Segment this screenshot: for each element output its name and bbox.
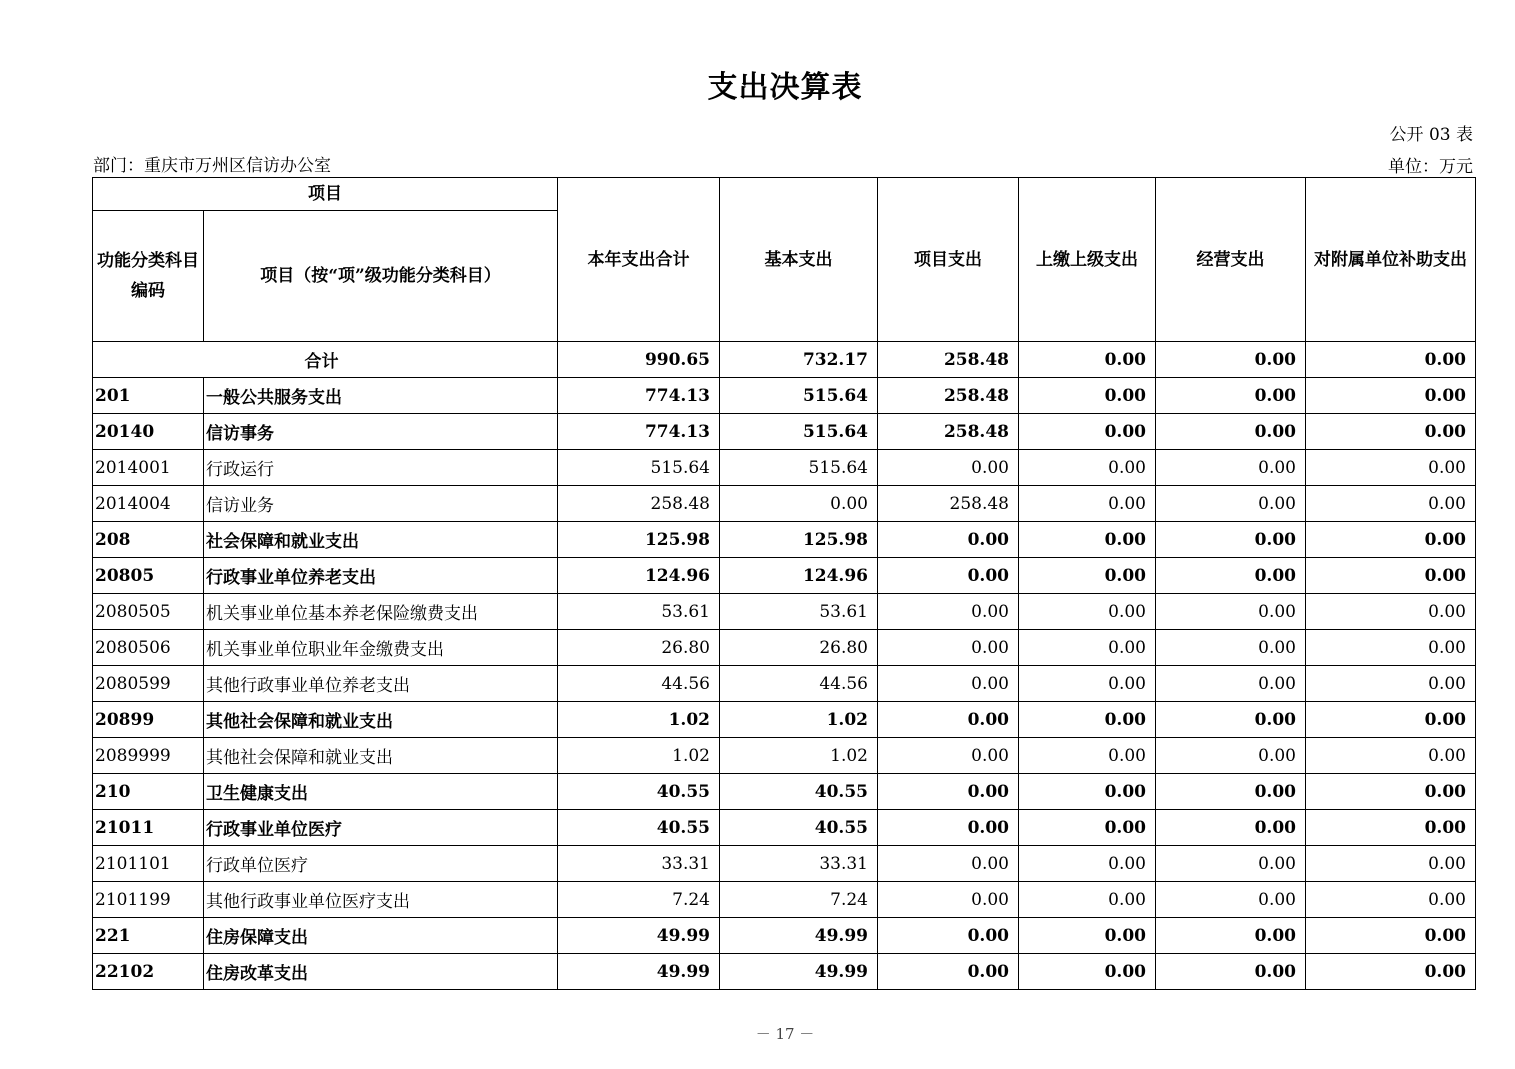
row-value: 0.00 xyxy=(1019,846,1156,882)
row-value: 0.00 xyxy=(1019,486,1156,522)
row-value: 0.00 xyxy=(878,558,1019,594)
row-name: 行政单位医疗 xyxy=(204,846,558,882)
form-number: 公开 03 表 xyxy=(1389,125,1473,145)
total-row xyxy=(93,342,1476,378)
row-value: 0.00 xyxy=(1156,774,1306,810)
row-name: 机关事业单位基本养老保险缴费支出 xyxy=(204,594,558,630)
row-value: 33.31 xyxy=(720,846,878,882)
expenditure-table xyxy=(92,177,1476,990)
total-label: 合计 xyxy=(93,342,558,378)
row-code: 21011 xyxy=(93,810,204,846)
row-value: 0.00 xyxy=(1306,702,1476,738)
row-code: 2101199 xyxy=(93,882,204,918)
row-value: 0.00 xyxy=(1019,702,1156,738)
total-cell: 258.48 xyxy=(878,342,1019,378)
row-value: 33.31 xyxy=(558,846,720,882)
row-code: 2080505 xyxy=(93,594,204,630)
table-row xyxy=(93,378,1476,414)
row-value: 0.00 xyxy=(878,738,1019,774)
row-name: 机关事业单位职业年金缴费支出 xyxy=(204,630,558,666)
row-code: 20140 xyxy=(93,414,204,450)
row-code: 20899 xyxy=(93,702,204,738)
header-project: 项目 xyxy=(93,178,558,211)
row-value: 1.02 xyxy=(720,702,878,738)
row-value: 0.00 xyxy=(878,918,1019,954)
row-value: 0.00 xyxy=(1156,450,1306,486)
row-value: 0.00 xyxy=(1019,882,1156,918)
row-value: 515.64 xyxy=(720,450,878,486)
total-cell: 0.00 xyxy=(1019,342,1156,378)
header-subsidy: 对附属单位补助支出 xyxy=(1306,178,1476,342)
row-value: 0.00 xyxy=(1019,522,1156,558)
header-basic: 基本支出 xyxy=(720,178,878,342)
row-value: 0.00 xyxy=(878,450,1019,486)
row-value: 0.00 xyxy=(1019,378,1156,414)
table-row xyxy=(93,486,1476,522)
row-value: 0.00 xyxy=(1306,774,1476,810)
row-name: 行政事业单位医疗 xyxy=(204,810,558,846)
table-row xyxy=(93,738,1476,774)
row-value: 0.00 xyxy=(1019,666,1156,702)
row-value: 49.99 xyxy=(720,918,878,954)
row-value: 515.64 xyxy=(720,414,878,450)
total-cell: 732.17 xyxy=(720,342,878,378)
row-value: 0.00 xyxy=(878,702,1019,738)
row-value: 0.00 xyxy=(1306,486,1476,522)
row-value: 124.96 xyxy=(720,558,878,594)
row-value: 0.00 xyxy=(1019,630,1156,666)
table-row xyxy=(93,774,1476,810)
row-value: 0.00 xyxy=(1306,666,1476,702)
total-cell: 990.65 xyxy=(558,342,720,378)
table-row xyxy=(93,450,1476,486)
row-code: 2101101 xyxy=(93,846,204,882)
row-value: 53.61 xyxy=(558,594,720,630)
row-value: 7.24 xyxy=(558,882,720,918)
row-name: 其他行政事业单位医疗支出 xyxy=(204,882,558,918)
row-value: 258.48 xyxy=(878,486,1019,522)
table-row xyxy=(93,666,1476,702)
row-value: 0.00 xyxy=(1156,486,1306,522)
row-code: 208 xyxy=(93,522,204,558)
row-value: 0.00 xyxy=(1306,594,1476,630)
row-name: 其他行政事业单位养老支出 xyxy=(204,666,558,702)
row-code: 2080599 xyxy=(93,666,204,702)
row-value: 0.00 xyxy=(1156,522,1306,558)
row-value: 0.00 xyxy=(1306,810,1476,846)
page-number: － 17 － xyxy=(755,1025,815,1043)
row-value: 49.99 xyxy=(558,918,720,954)
row-value: 53.61 xyxy=(720,594,878,630)
row-name: 社会保障和就业支出 xyxy=(204,522,558,558)
table-row xyxy=(93,558,1476,594)
row-value: 0.00 xyxy=(1156,810,1306,846)
row-value: 0.00 xyxy=(1306,414,1476,450)
row-value: 125.98 xyxy=(558,522,720,558)
row-value: 0.00 xyxy=(1019,414,1156,450)
row-value: 0.00 xyxy=(1156,702,1306,738)
row-value: 0.00 xyxy=(878,666,1019,702)
row-value: 40.55 xyxy=(720,774,878,810)
row-value: 49.99 xyxy=(558,954,720,990)
row-name: 卫生健康支出 xyxy=(204,774,558,810)
row-value: 0.00 xyxy=(1019,738,1156,774)
row-value: 0.00 xyxy=(1156,666,1306,702)
row-value: 0.00 xyxy=(1156,954,1306,990)
row-value: 0.00 xyxy=(1306,450,1476,486)
row-name: 住房改革支出 xyxy=(204,954,558,990)
total-cell: 0.00 xyxy=(1156,342,1306,378)
row-value: 258.48 xyxy=(558,486,720,522)
row-value: 515.64 xyxy=(558,450,720,486)
row-value: 40.55 xyxy=(558,774,720,810)
header-code: 功能分类科目编码 xyxy=(93,211,204,342)
row-value: 0.00 xyxy=(1306,882,1476,918)
row-value: 0.00 xyxy=(1019,594,1156,630)
row-value: 40.55 xyxy=(558,810,720,846)
row-code: 221 xyxy=(93,918,204,954)
row-name: 一般公共服务支出 xyxy=(204,378,558,414)
department-label: 部门：重庆市万州区信访办公室 xyxy=(93,156,331,176)
header-project-expenditure: 项目支出 xyxy=(878,178,1019,342)
row-value: 0.00 xyxy=(1306,558,1476,594)
row-value: 258.48 xyxy=(878,378,1019,414)
table-row xyxy=(93,954,1476,990)
row-value: 1.02 xyxy=(720,738,878,774)
row-value: 0.00 xyxy=(720,486,878,522)
row-value: 0.00 xyxy=(1156,738,1306,774)
row-value: 26.80 xyxy=(720,630,878,666)
row-value: 124.96 xyxy=(558,558,720,594)
row-value: 0.00 xyxy=(878,774,1019,810)
row-value: 0.00 xyxy=(1156,594,1306,630)
table-row xyxy=(93,846,1476,882)
row-value: 0.00 xyxy=(1156,882,1306,918)
row-value: 0.00 xyxy=(1306,846,1476,882)
row-value: 0.00 xyxy=(1156,918,1306,954)
row-name: 行政运行 xyxy=(204,450,558,486)
table-row xyxy=(93,522,1476,558)
row-value: 7.24 xyxy=(720,882,878,918)
row-name: 信访事务 xyxy=(204,414,558,450)
row-value: 125.98 xyxy=(720,522,878,558)
row-value: 44.56 xyxy=(720,666,878,702)
row-value: 1.02 xyxy=(558,702,720,738)
row-code: 2014001 xyxy=(93,450,204,486)
row-value: 258.48 xyxy=(878,414,1019,450)
row-value: 26.80 xyxy=(558,630,720,666)
row-value: 0.00 xyxy=(1306,378,1476,414)
row-value: 0.00 xyxy=(1306,738,1476,774)
row-name: 住房保障支出 xyxy=(204,918,558,954)
row-code: 2080506 xyxy=(93,630,204,666)
row-value: 774.13 xyxy=(558,378,720,414)
row-value: 0.00 xyxy=(878,882,1019,918)
row-name: 其他社会保障和就业支出 xyxy=(204,702,558,738)
row-value: 0.00 xyxy=(1306,918,1476,954)
row-code: 210 xyxy=(93,774,204,810)
row-value: 0.00 xyxy=(1306,954,1476,990)
row-name: 行政事业单位养老支出 xyxy=(204,558,558,594)
row-value: 774.13 xyxy=(558,414,720,450)
row-value: 515.64 xyxy=(720,378,878,414)
table-body xyxy=(93,342,1476,990)
row-value: 0.00 xyxy=(1156,414,1306,450)
row-value: 0.00 xyxy=(878,522,1019,558)
header-name: 项目（按“项”级功能分类科目） xyxy=(204,211,558,342)
table-row xyxy=(93,882,1476,918)
row-value: 0.00 xyxy=(1019,954,1156,990)
row-value: 0.00 xyxy=(1156,630,1306,666)
table-row xyxy=(93,918,1476,954)
row-value: 0.00 xyxy=(1019,774,1156,810)
header-business: 经营支出 xyxy=(1156,178,1306,342)
row-value: 0.00 xyxy=(1156,378,1306,414)
row-name: 信访业务 xyxy=(204,486,558,522)
table-row xyxy=(93,702,1476,738)
row-value: 0.00 xyxy=(878,846,1019,882)
row-name: 其他社会保障和就业支出 xyxy=(204,738,558,774)
row-code: 201 xyxy=(93,378,204,414)
row-code: 2014004 xyxy=(93,486,204,522)
header-total: 本年支出合计 xyxy=(558,178,720,342)
row-code: 2089999 xyxy=(93,738,204,774)
row-value: 40.55 xyxy=(720,810,878,846)
row-value: 0.00 xyxy=(1019,450,1156,486)
row-code: 20805 xyxy=(93,558,204,594)
row-value: 1.02 xyxy=(558,738,720,774)
table-row xyxy=(93,630,1476,666)
document-title: 支出决算表 xyxy=(707,70,863,105)
table-row xyxy=(93,810,1476,846)
table-row xyxy=(93,594,1476,630)
unit-label: 单位：万元 xyxy=(1388,157,1473,177)
row-value: 0.00 xyxy=(878,594,1019,630)
row-value: 44.56 xyxy=(558,666,720,702)
row-value: 0.00 xyxy=(1306,522,1476,558)
row-value: 0.00 xyxy=(878,630,1019,666)
row-value: 0.00 xyxy=(1156,558,1306,594)
row-value: 0.00 xyxy=(1306,630,1476,666)
total-cell: 0.00 xyxy=(1306,342,1476,378)
row-value: 0.00 xyxy=(1019,558,1156,594)
row-value: 0.00 xyxy=(878,810,1019,846)
row-value: 0.00 xyxy=(1156,846,1306,882)
row-value: 0.00 xyxy=(878,954,1019,990)
row-value: 49.99 xyxy=(720,954,878,990)
row-value: 0.00 xyxy=(1019,918,1156,954)
row-value: 0.00 xyxy=(1019,810,1156,846)
header-upper-level: 上缴上级支出 xyxy=(1019,178,1156,342)
table-row xyxy=(93,414,1476,450)
row-code: 22102 xyxy=(93,954,204,990)
